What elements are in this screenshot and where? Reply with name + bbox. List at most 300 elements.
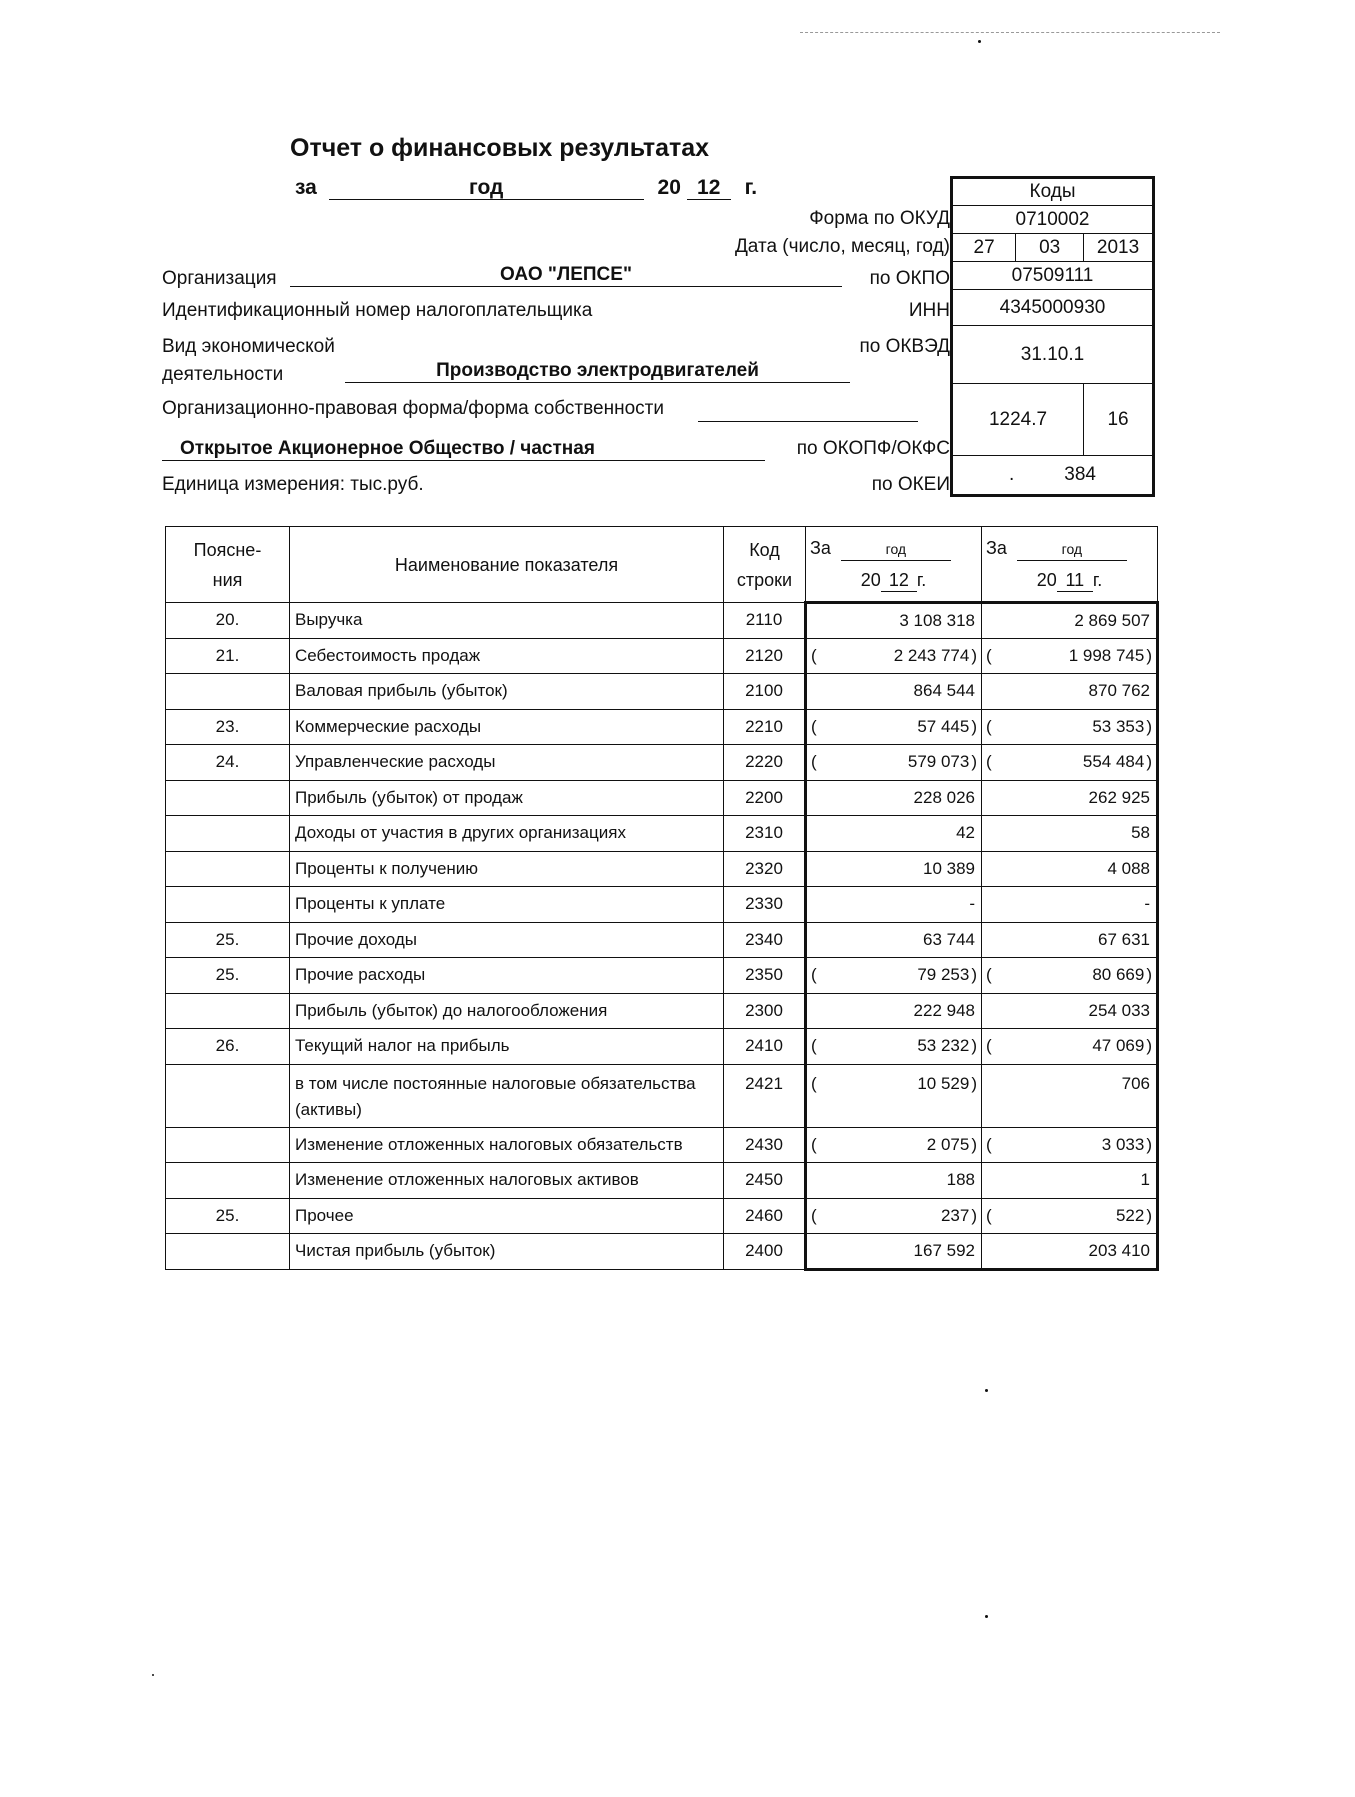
label-po-okved: по ОКВЭД xyxy=(859,336,950,357)
code-inn: 4345000930 xyxy=(952,290,1154,326)
row-value-previous xyxy=(982,603,1158,639)
paren-close: ) xyxy=(971,752,977,772)
value-box xyxy=(986,965,1152,985)
row-name: Прибыль (убыток) до налогообложения xyxy=(290,993,724,1029)
value-box xyxy=(811,1206,977,1226)
value-text: 167 592 xyxy=(913,1240,975,1260)
value-text: 57 445 xyxy=(917,716,970,736)
opf-underline xyxy=(698,421,918,422)
row-value-previous xyxy=(982,780,1158,816)
row-note xyxy=(166,851,290,887)
value-right xyxy=(1089,1241,1152,1261)
value-text: 864 544 xyxy=(913,681,975,701)
row-code: 2460 xyxy=(724,1198,806,1234)
value-right xyxy=(1089,681,1152,701)
row-name: Прибыль (убыток) от продаж xyxy=(290,780,724,816)
value-right xyxy=(1144,894,1152,914)
header-notes-1: Поясне- xyxy=(193,539,262,560)
codes-title: Коды xyxy=(952,178,1154,206)
row-value-current xyxy=(806,603,982,639)
header-indicator: Наименование показателя xyxy=(290,527,724,603)
row-note: 21. xyxy=(166,638,290,674)
value-box xyxy=(986,1001,1152,1021)
row-note xyxy=(166,1127,290,1163)
value-box xyxy=(986,752,1152,772)
header-current-za: За xyxy=(810,537,831,558)
value-box xyxy=(986,894,1152,914)
value-right xyxy=(1131,823,1152,843)
value-text: 3 033 xyxy=(1101,1134,1145,1154)
value-box xyxy=(811,859,977,879)
row-code: 2300 xyxy=(724,993,806,1029)
code-okopf: 1224.7 xyxy=(952,384,1084,456)
value-right xyxy=(914,788,977,808)
value-box xyxy=(986,646,1152,666)
paren-close: ) xyxy=(1146,752,1152,772)
code-date-year: 2013 xyxy=(1084,234,1154,262)
header-current-g: г. xyxy=(916,569,927,590)
row-code: 2430 xyxy=(724,1127,806,1163)
opf-value: Открытое Акционерное Общество / частная xyxy=(162,438,765,461)
label-activity-2: деятельности xyxy=(162,364,284,385)
row-code: 2400 xyxy=(724,1234,806,1270)
code-date-month: 03 xyxy=(1016,234,1084,262)
row-value-previous xyxy=(982,851,1158,887)
row-value-current xyxy=(806,993,982,1029)
value-box xyxy=(811,717,977,737)
row-code: 2100 xyxy=(724,674,806,710)
row-note xyxy=(166,993,290,1029)
row-note: 20. xyxy=(166,603,290,639)
value-right xyxy=(1069,646,1152,666)
table-row xyxy=(166,1064,1158,1127)
paren-open: ( xyxy=(811,1073,817,1093)
value-right xyxy=(1102,1135,1152,1155)
row-code: 2110 xyxy=(724,603,806,639)
row-code: 2320 xyxy=(724,851,806,887)
label-po-okei: по ОКЕИ xyxy=(871,474,950,495)
value-text: 554 484 xyxy=(1082,752,1145,772)
row-name: Прочие расходы xyxy=(290,958,724,994)
paren-close: ) xyxy=(971,1073,977,1093)
value-right xyxy=(1089,788,1152,808)
value-box xyxy=(986,717,1152,737)
paren-close: ) xyxy=(1146,1205,1152,1225)
document-title: Отчет о финансовых результатах xyxy=(290,134,710,162)
value-box xyxy=(986,1036,1152,1056)
value-right xyxy=(914,681,977,701)
header-current-year xyxy=(810,569,977,592)
value-right xyxy=(917,1036,977,1056)
value-text: 53 353 xyxy=(1092,716,1145,736)
row-code: 2220 xyxy=(724,745,806,781)
period-god: год xyxy=(329,177,644,200)
row-value-current xyxy=(806,958,982,994)
row-value-previous xyxy=(982,638,1158,674)
row-code: 2120 xyxy=(724,638,806,674)
row-note: 25. xyxy=(166,1198,290,1234)
value-box xyxy=(986,1206,1152,1226)
row-value-current xyxy=(806,816,982,852)
value-box xyxy=(811,646,977,666)
value-text: 2 075 xyxy=(926,1134,970,1154)
value-right xyxy=(956,823,977,843)
value-right xyxy=(923,859,977,879)
value-right xyxy=(914,1241,977,1261)
row-note: 24. xyxy=(166,745,290,781)
activity-value: Производство электродвигателей xyxy=(345,360,850,383)
value-right xyxy=(1107,859,1152,879)
value-box xyxy=(986,1071,1152,1097)
row-value-current xyxy=(806,1234,982,1270)
value-text: 47 069 xyxy=(1092,1036,1145,1056)
value-right xyxy=(1089,1001,1152,1021)
value-text: 262 925 xyxy=(1088,787,1150,807)
value-box xyxy=(811,1036,977,1056)
paren-open: ( xyxy=(986,645,992,665)
paren-open: ( xyxy=(811,752,817,772)
row-note xyxy=(166,780,290,816)
row-value-previous xyxy=(982,816,1158,852)
value-right xyxy=(927,1135,977,1155)
value-text: 4 088 xyxy=(1107,858,1150,878)
row-code: 2421 xyxy=(724,1064,806,1127)
row-note xyxy=(166,887,290,923)
value-text: 188 xyxy=(946,1170,975,1190)
code-okved: 31.10.1 xyxy=(952,326,1154,384)
value-text: 42 xyxy=(956,823,975,843)
header-previous-za: За xyxy=(986,537,1007,558)
table-row xyxy=(166,1198,1158,1234)
period-year-prefix: 20 xyxy=(657,176,681,199)
value-text: 237 xyxy=(940,1205,970,1225)
header-previous-year xyxy=(986,569,1153,592)
paren-close: ) xyxy=(971,965,977,985)
code-okud: 0710002 xyxy=(952,206,1154,234)
paren-open: ( xyxy=(811,1134,817,1154)
table-row xyxy=(166,1234,1158,1270)
value-text: 228 026 xyxy=(913,787,975,807)
value-text: 579 073 xyxy=(907,752,970,772)
value-right xyxy=(894,646,977,666)
paren-open: ( xyxy=(811,965,817,985)
row-value-current xyxy=(806,1127,982,1163)
row-note xyxy=(166,816,290,852)
value-right xyxy=(1083,752,1152,772)
paren-open: ( xyxy=(986,1205,992,1225)
row-name: Прочие доходы xyxy=(290,922,724,958)
table-row xyxy=(166,674,1158,710)
header-period-previous xyxy=(982,527,1158,603)
row-name: Проценты к получению xyxy=(290,851,724,887)
value-box xyxy=(811,1241,977,1261)
scan-speck xyxy=(978,40,981,43)
scan-speck xyxy=(985,1615,988,1618)
row-value-previous xyxy=(982,674,1158,710)
header-current-year-pre: 20 xyxy=(860,569,881,590)
label-opf: Организационно-правовая форма/форма собственности xyxy=(162,398,664,419)
header-current-god: год xyxy=(841,538,951,561)
row-note xyxy=(166,1234,290,1270)
value-text: 58 xyxy=(1131,823,1150,843)
row-value-current xyxy=(806,674,982,710)
row-name: Себестоимость продаж xyxy=(290,638,724,674)
code-okpo: 07509111 xyxy=(952,262,1154,290)
period-line xyxy=(295,176,757,200)
row-value-current xyxy=(806,887,982,923)
paren-close: ) xyxy=(1146,716,1152,736)
row-value-current xyxy=(806,1029,982,1065)
label-po-okpo: по ОКПО xyxy=(869,268,950,289)
value-box xyxy=(811,930,977,950)
paren-open: ( xyxy=(811,1205,817,1225)
value-box xyxy=(986,1135,1152,1155)
row-value-current xyxy=(806,1064,982,1127)
row-code: 2200 xyxy=(724,780,806,816)
value-box xyxy=(986,930,1152,950)
row-value-previous xyxy=(982,1029,1158,1065)
row-value-current xyxy=(806,780,982,816)
table-row xyxy=(166,1029,1158,1065)
row-note: 25. xyxy=(166,958,290,994)
value-text: - xyxy=(1144,894,1150,914)
paren-close: ) xyxy=(971,716,977,736)
value-box xyxy=(811,681,977,701)
table-row xyxy=(166,958,1158,994)
paren-close: ) xyxy=(971,1036,977,1056)
value-text: 222 948 xyxy=(913,1000,975,1020)
row-name: Управленческие расходы xyxy=(290,745,724,781)
value-text: 1 998 745 xyxy=(1068,645,1145,665)
value-box xyxy=(811,1170,977,1190)
value-text: 2 869 507 xyxy=(1074,610,1150,630)
table-row xyxy=(166,887,1158,923)
row-value-previous xyxy=(982,922,1158,958)
codes-table xyxy=(950,176,1155,497)
header-code-2: строки xyxy=(736,569,793,590)
value-text: 10 529 xyxy=(917,1073,970,1093)
label-activity-1: Вид экономической xyxy=(162,336,335,357)
row-note: 25. xyxy=(166,922,290,958)
value-right xyxy=(923,930,977,950)
row-name: Чистая прибыль (убыток) xyxy=(290,1234,724,1270)
code-date-day: 27 xyxy=(952,234,1016,262)
row-value-current xyxy=(806,922,982,958)
row-value-current xyxy=(806,851,982,887)
row-value-previous xyxy=(982,1064,1158,1127)
value-text: 79 253 xyxy=(917,965,970,985)
value-box xyxy=(986,788,1152,808)
row-code: 2330 xyxy=(724,887,806,923)
value-right xyxy=(1092,717,1152,737)
code-okei: 384 xyxy=(1064,464,1096,485)
row-code: 2450 xyxy=(724,1163,806,1199)
scan-speck xyxy=(152,1674,154,1676)
value-text: - xyxy=(969,894,975,914)
scan-speck xyxy=(985,1389,988,1392)
row-note: 26. xyxy=(166,1029,290,1065)
value-box xyxy=(811,1135,977,1155)
row-name: Изменение отложенных налоговых обязательств xyxy=(290,1127,724,1163)
row-name: Доходы от участия в других организациях xyxy=(290,816,724,852)
value-text: 53 232 xyxy=(917,1036,970,1056)
paren-open: ( xyxy=(986,716,992,736)
row-note xyxy=(166,674,290,710)
value-box xyxy=(986,611,1152,631)
row-value-current xyxy=(806,709,982,745)
value-right xyxy=(941,1206,977,1226)
label-unit: Единица измерения: тыс.руб. xyxy=(162,474,424,495)
row-name: Выручка xyxy=(290,603,724,639)
label-forma-okud: Форма по ОКУД xyxy=(809,208,950,229)
header-notes xyxy=(166,527,290,603)
row-value-previous xyxy=(982,745,1158,781)
header-notes-2: ния xyxy=(212,569,243,590)
code-okei-dot: . xyxy=(1009,464,1015,485)
row-value-previous xyxy=(982,993,1158,1029)
row-note xyxy=(166,1064,290,1127)
row-code: 2340 xyxy=(724,922,806,958)
row-value-previous xyxy=(982,1127,1158,1163)
paren-close: ) xyxy=(1146,1134,1152,1154)
table-row xyxy=(166,745,1158,781)
row-value-previous xyxy=(982,1198,1158,1234)
period-g: г. xyxy=(744,176,758,199)
row-value-previous xyxy=(982,887,1158,923)
table-row xyxy=(166,851,1158,887)
table-row xyxy=(166,709,1158,745)
value-text: 63 744 xyxy=(923,929,975,949)
row-code: 2350 xyxy=(724,958,806,994)
paren-close: ) xyxy=(1146,645,1152,665)
row-name: Прочее xyxy=(290,1198,724,1234)
value-text: 3 108 318 xyxy=(899,610,975,630)
value-box xyxy=(811,752,977,772)
label-date: Дата (число, месяц, год) xyxy=(734,236,950,257)
value-box xyxy=(811,823,977,843)
value-box xyxy=(811,611,977,631)
table-row xyxy=(166,638,1158,674)
value-right xyxy=(1092,965,1152,985)
results-table xyxy=(165,526,1159,1271)
value-box xyxy=(811,894,977,914)
period-za: за xyxy=(295,176,317,199)
row-value-previous xyxy=(982,1234,1158,1270)
value-text: 67 631 xyxy=(1098,929,1150,949)
header-previous-year-val: 11 xyxy=(1057,569,1093,592)
paren-close: ) xyxy=(971,645,977,665)
row-note xyxy=(166,1163,290,1199)
row-code: 2310 xyxy=(724,816,806,852)
table-row xyxy=(166,922,1158,958)
organization-name: ОАО "ЛЕПСЕ" xyxy=(290,264,842,287)
header-current-year-val: 12 xyxy=(881,569,917,592)
financial-results-table xyxy=(165,526,1159,1271)
paren-close: ) xyxy=(1146,965,1152,985)
label-inn-full: Идентификационный номер налогоплательщика xyxy=(162,300,593,321)
row-name: Текущий налог на прибыль xyxy=(290,1029,724,1065)
value-box xyxy=(986,823,1152,843)
value-right xyxy=(1098,930,1152,950)
header-previous-god: год xyxy=(1017,538,1127,561)
row-code: 2210 xyxy=(724,709,806,745)
value-box xyxy=(811,788,977,808)
row-name: Проценты к уплате xyxy=(290,887,724,923)
row-name: Валовая прибыль (убыток) xyxy=(290,674,724,710)
row-value-current xyxy=(806,638,982,674)
header-code-1: Код xyxy=(749,539,780,560)
paren-open: ( xyxy=(986,965,992,985)
value-text: 254 033 xyxy=(1088,1000,1150,1020)
value-right xyxy=(908,752,977,772)
code-okei-cell xyxy=(952,456,1154,496)
table-row xyxy=(166,780,1158,816)
value-text: 706 xyxy=(1121,1073,1150,1093)
header-period-current xyxy=(806,527,982,603)
value-text: 522 xyxy=(1115,1205,1145,1225)
value-box xyxy=(986,1170,1152,1190)
header-previous-g: г. xyxy=(1092,569,1103,590)
label-organization: Организация xyxy=(162,268,277,289)
value-box xyxy=(986,1241,1152,1261)
value-text: 870 762 xyxy=(1088,681,1150,701)
row-name: в том числе постоянные налоговые обязательства (активы) xyxy=(290,1064,724,1127)
header-code xyxy=(724,527,806,603)
paren-open: ( xyxy=(986,1036,992,1056)
value-right xyxy=(917,965,977,985)
value-right xyxy=(1122,1071,1152,1097)
value-right xyxy=(899,611,977,631)
value-right xyxy=(1116,1206,1152,1226)
codes-box xyxy=(950,176,1155,497)
row-value-previous xyxy=(982,709,1158,745)
row-value-previous xyxy=(982,1163,1158,1199)
value-box xyxy=(986,681,1152,701)
label-inn: ИНН xyxy=(908,300,950,321)
table-row xyxy=(166,1163,1158,1199)
row-value-current xyxy=(806,1163,982,1199)
label-po-okopf: по ОКОПФ/ОКФС xyxy=(796,438,950,459)
row-value-current xyxy=(806,745,982,781)
period-year: 12 xyxy=(687,177,731,200)
paren-open: ( xyxy=(811,716,817,736)
paren-open: ( xyxy=(811,1036,817,1056)
value-right xyxy=(947,1170,977,1190)
row-name: Коммерческие расходы xyxy=(290,709,724,745)
value-right xyxy=(914,1001,977,1021)
table-row xyxy=(166,1127,1158,1163)
value-box xyxy=(811,1071,977,1097)
header-previous-year-pre: 20 xyxy=(1036,569,1057,590)
paren-open: ( xyxy=(986,752,992,772)
value-text: 1 xyxy=(1140,1170,1150,1190)
value-text: 2 243 774 xyxy=(893,645,970,665)
value-right xyxy=(1141,1170,1152,1190)
row-code: 2410 xyxy=(724,1029,806,1065)
table-row xyxy=(166,993,1158,1029)
row-value-previous xyxy=(982,958,1158,994)
paren-close: ) xyxy=(971,1205,977,1225)
row-name: Изменение отложенных налоговых активов xyxy=(290,1163,724,1199)
value-text: 80 669 xyxy=(1092,965,1145,985)
row-value-current xyxy=(806,1198,982,1234)
paren-close: ) xyxy=(971,1134,977,1154)
value-text: 10 389 xyxy=(923,858,975,878)
value-right xyxy=(1092,1036,1152,1056)
paren-open: ( xyxy=(986,1134,992,1154)
row-note: 23. xyxy=(166,709,290,745)
code-okfs: 16 xyxy=(1084,384,1154,456)
